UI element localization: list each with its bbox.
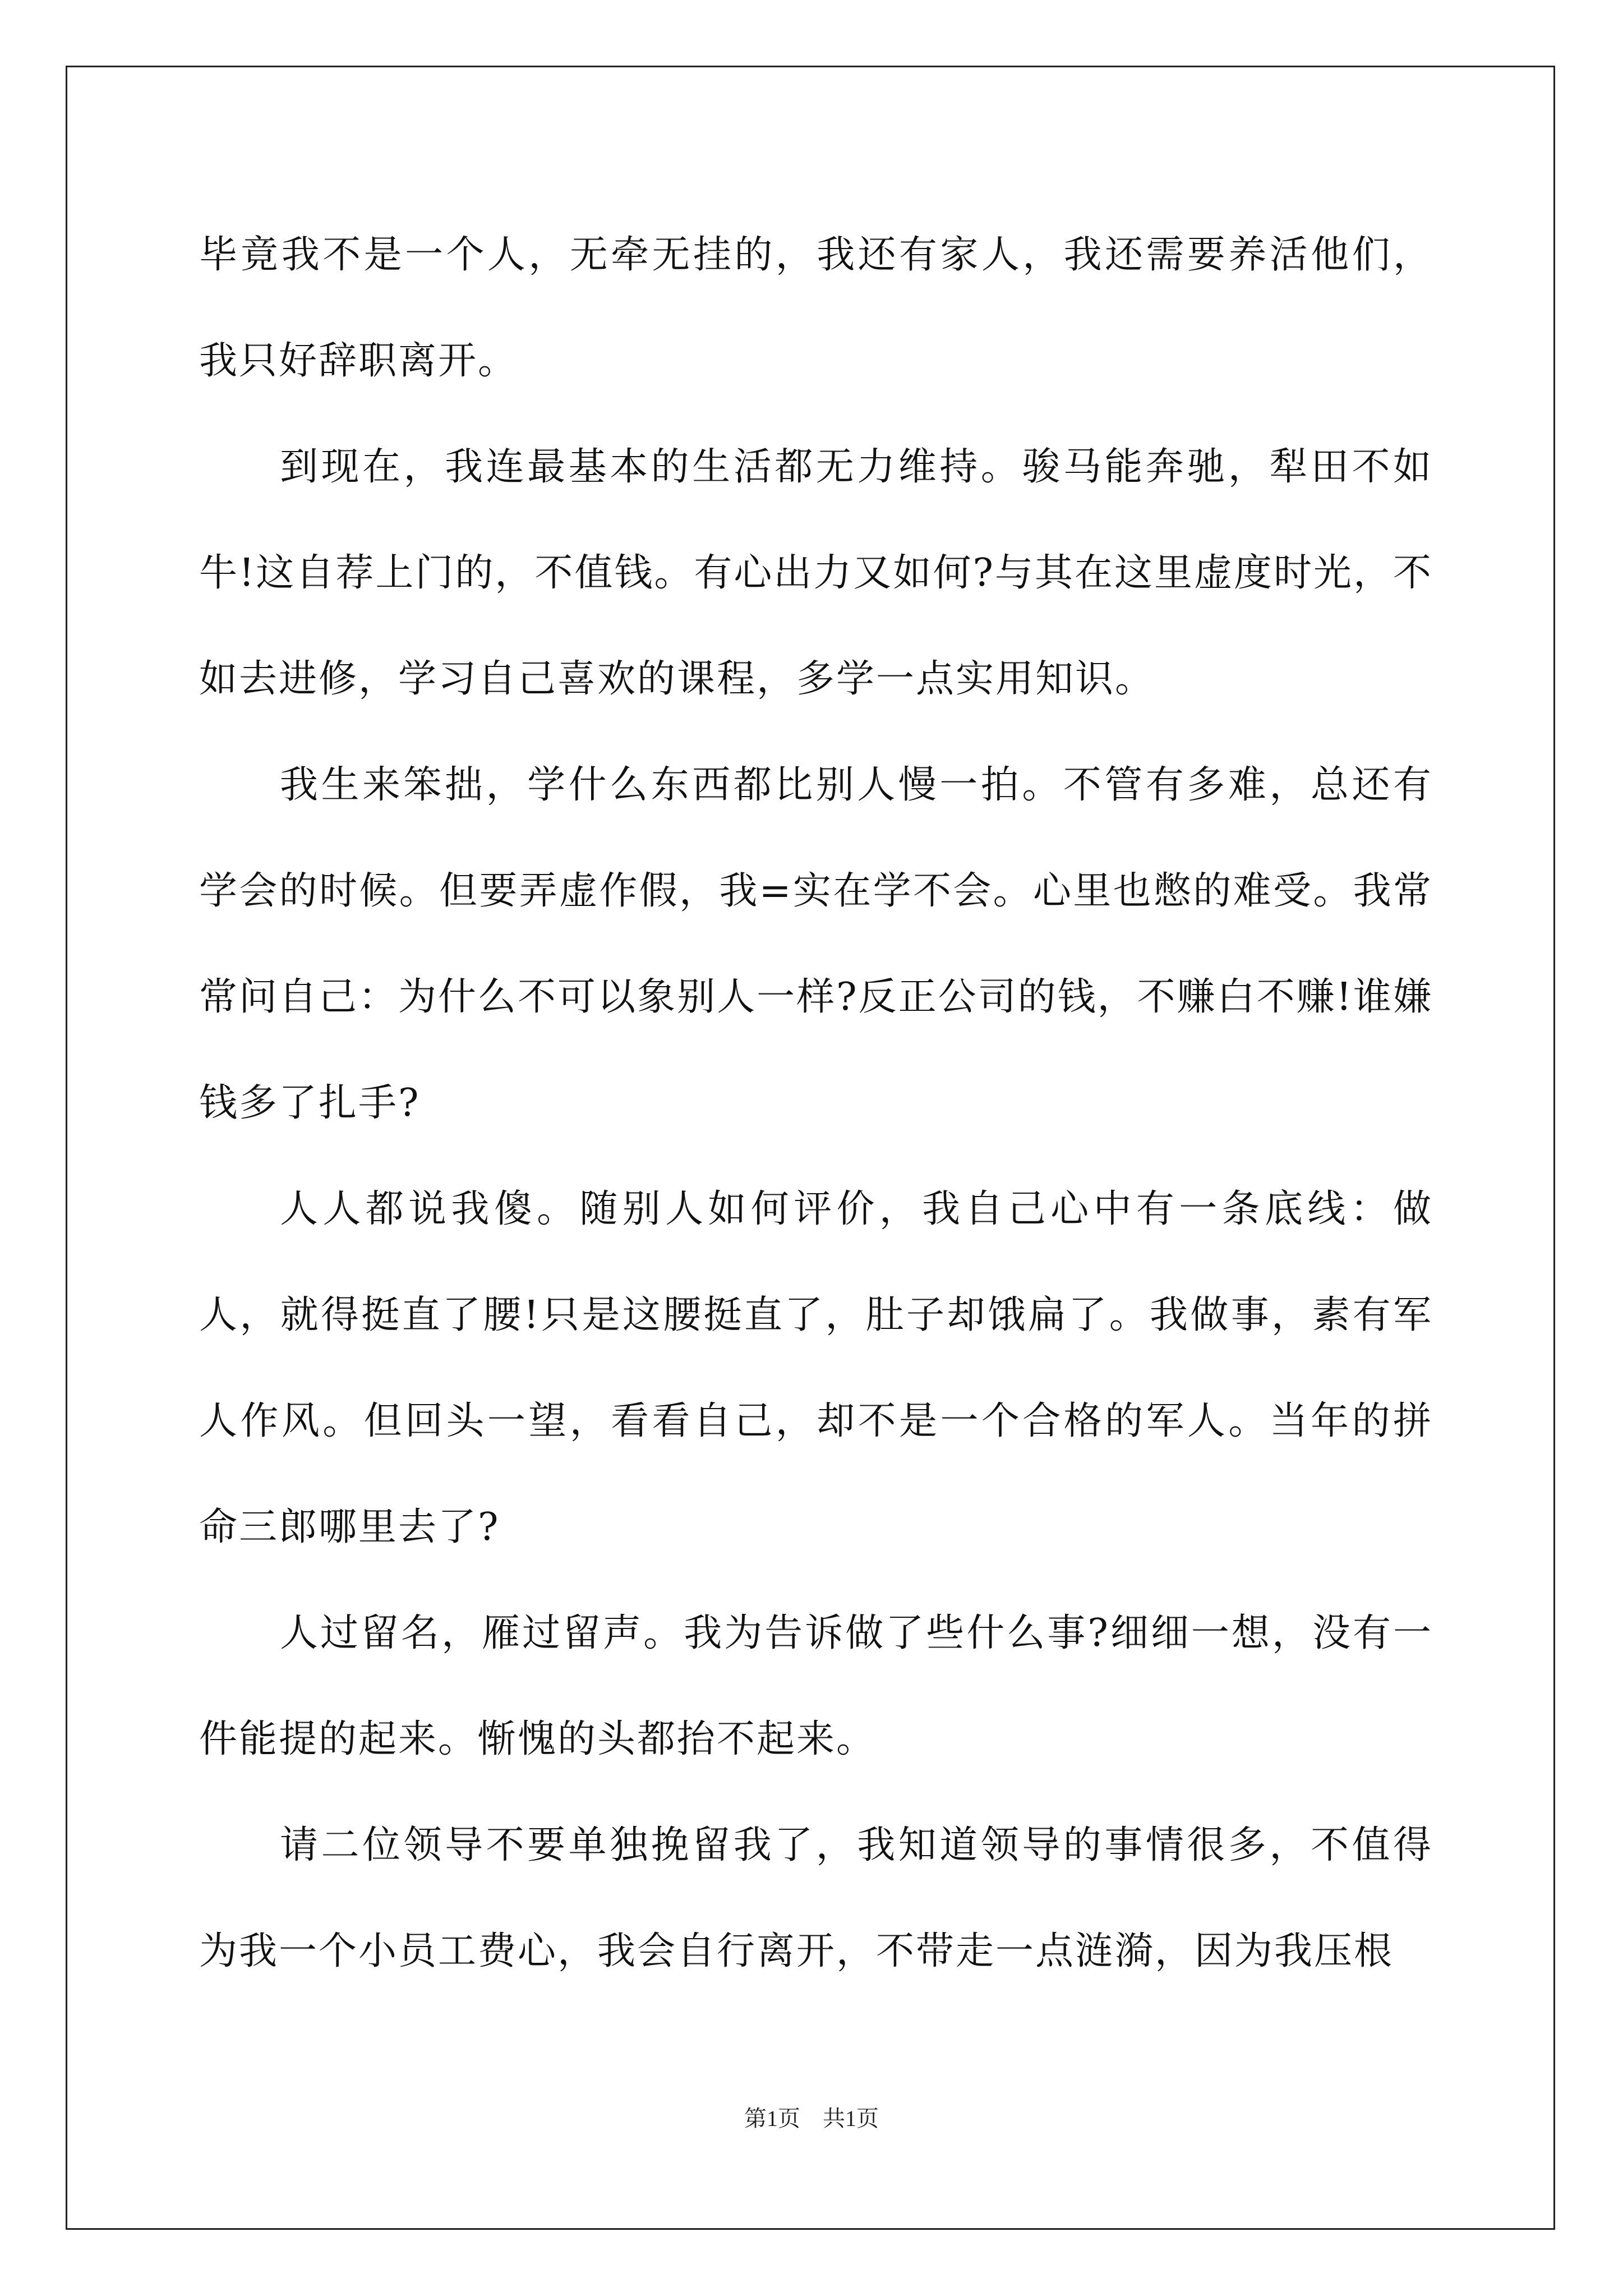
paragraph-3: 我生来笨拙，学什么东西都比别人慢一拍。不管有多难，总还有学会的时候。但要弄虚作假，我=实在学不会。心里也憋的难受。我常常问自己：为什么不可以象别人一样?反正公司的钱，不赚白不赚!谁嫌钱多了扎手?	[199, 763, 1433, 1125]
document-body	[199, 202, 1433, 2004]
paragraph-4: 人人都说我傻。随别人如何评价，我自己心中有一条底线：做人，就得挺直了腰!只是这腰挺直了，肚子却饿扁了。我做事，素有军人作风。但回头一望，看看自己，却不是一个合格的军人。当年的拼命三郎哪里去了?	[199, 1187, 1433, 1549]
paragraph-2: 到现在，我连最基本的生活都无力维持。骏马能奔驰，犁田不如牛!这自荐上门的，不值钱。有心出力又如何?与其在这里虚度时光，不如去进修，学习自己喜欢的课程，多学一点实用知识。	[199, 445, 1433, 701]
paragraph-5: 人过留名，雁过留声。我为告诉做了些什么事?细细一想，没有一件能提的起来。惭愧的头都抬不起来。	[199, 1611, 1433, 1761]
page-number-footer: 第1页 共1页	[744, 2106, 879, 2131]
paragraph-6: 请二位领导不要单独挽留我了，我知道领导的事情很多，不值得为我一个小员工费心，我会自行离开，不带走一点涟漪，因为我压根	[199, 1823, 1433, 1973]
paragraph-1: 毕竟我不是一个人，无牵无挂的，我还有家人，我还需要养活他们，我只好辞职离开。	[199, 233, 1433, 383]
